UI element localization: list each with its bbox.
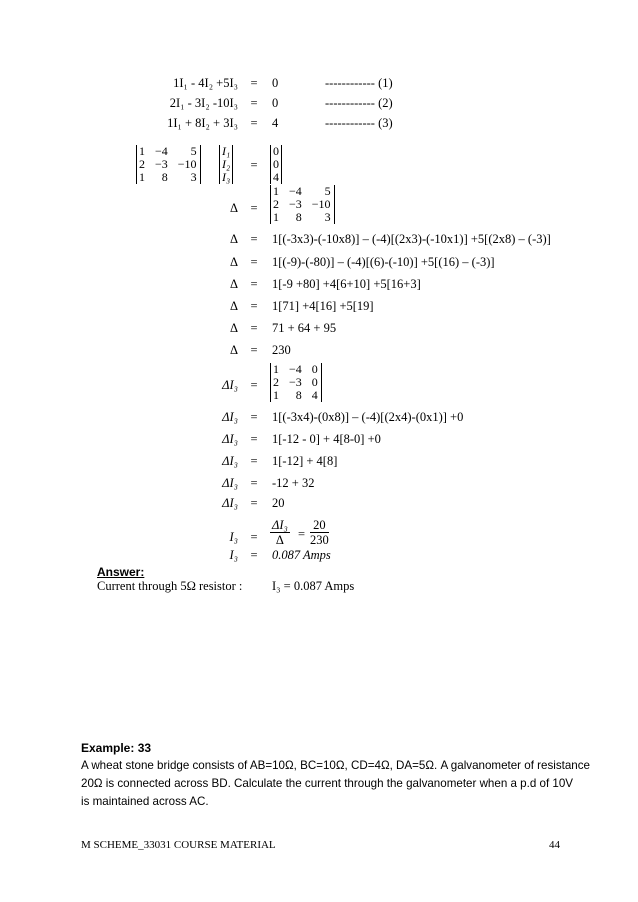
variable-cell: I₂ [222, 157, 231, 171]
matrix-cell: −4 [289, 362, 302, 376]
equals-sign: = [250, 454, 258, 468]
matrix-cell: 2 [273, 197, 279, 211]
equals-sign: = [250, 343, 258, 357]
equals-sign: = [250, 410, 258, 424]
matrix-cell: −3 [155, 157, 168, 171]
answer-result: I₃ = 0.087 Amps [272, 579, 355, 593]
delta-step-expr: 71 + 64 + 95 [272, 321, 337, 335]
delta-i3-matrix [270, 363, 322, 402]
matrix-cell: 5 [190, 144, 197, 158]
fraction-20-over-230: $\frac{20}{230}$ [310, 518, 329, 547]
delta-step-expr: 1[(-9)-(-80)] – (-4)[(6)-(-10)] +5[(16) – (-3)] [272, 255, 495, 269]
example-body-line: A wheat stone bridge consists of AB=10Ω, BC=10Ω, CD=4Ω, DA=5Ω. A galvanometer of resistance [81, 759, 590, 772]
delta-step-expr: 1[(-3x3)-(-10x8)] – (-4)[(2x3)-(-10x1)] +5[(2x8) – (-3)] [272, 232, 551, 246]
matrix-cell: 4 [273, 170, 279, 184]
equals-sign: = [250, 76, 258, 90]
matrix-cell: 3 [324, 210, 331, 224]
matrix-cell: −3 [289, 197, 302, 211]
delta-i3-label: ΔI₃ [222, 476, 238, 490]
delta-i3-step-expr: 1[-12 - 0] + 4[8-0] +0 [272, 432, 381, 446]
matrix-cell: −4 [289, 184, 302, 198]
delta-label: Δ [229, 299, 238, 313]
matrix-cell: −4 [155, 144, 168, 158]
matrix-cell: 2 [273, 375, 279, 389]
equals-sign: = [250, 432, 258, 446]
delta-i3-step-expr: -12 + 32 [272, 476, 315, 490]
delta-step-expr: 1[-9 +80] +4[6+10] +5[16+3] [272, 277, 421, 291]
equals-sign: = [250, 277, 258, 291]
matrix-cell: 8 [161, 170, 168, 184]
equals-sign: = [250, 116, 258, 130]
delta-matrix [270, 185, 335, 224]
matrix-cell: 0 [273, 144, 279, 158]
coefficient-matrix [136, 145, 201, 184]
equation-lhs: 1I₁ - 4I₂ +5I₃ [173, 76, 238, 90]
delta-i3-label: ΔI₃ [222, 432, 238, 446]
equals-sign: = [250, 158, 258, 172]
matrix-cell: 0 [311, 375, 318, 389]
variable-cell: I₁ [222, 144, 231, 158]
delta-label: Δ [229, 277, 238, 291]
matrix-cell: −10 [177, 157, 197, 171]
delta-label: Δ [229, 232, 238, 246]
equation-lhs: 1I₁ + 8I₂ + 3I₃ [167, 116, 238, 130]
variable-vector [219, 145, 233, 184]
matrix-cell: 0 [273, 157, 279, 171]
equals-sign: = [250, 548, 258, 562]
equals-sign: = [250, 299, 258, 313]
fraction-delta-i3-over-delta: $\frac{\text{ΔI₃}}{\Delta}$ [272, 518, 288, 547]
matrix-cell: 1 [273, 362, 279, 376]
equals-sign: = [250, 201, 258, 215]
example-body-line: 20Ω is connected across BD. Calculate the current through the galvanometer when a p.d of 10V [81, 777, 574, 790]
delta-step-expr: 230 [272, 343, 291, 357]
delta-label: Δ [229, 255, 238, 269]
matrix-cell: 5 [324, 184, 331, 198]
example-body-line: is maintained across AC. [81, 795, 209, 808]
matrix-cell: 0 [311, 362, 318, 376]
equals-sign: = [250, 496, 258, 510]
delta-i3-step-expr: 1[-12] + 4[8] [272, 454, 338, 468]
equals-sign: = [250, 321, 258, 335]
matrix-cell: 1 [273, 388, 279, 402]
equation-rhs: 4 [272, 116, 279, 130]
equation-ref: ------------ (2) [325, 96, 393, 110]
matrix-cell: 8 [295, 210, 302, 224]
equation-lhs: 2I₁ - 3I₂ -10I₃ [169, 96, 238, 110]
equation-rhs: 0 [272, 76, 279, 90]
delta-label: Δ [229, 321, 238, 335]
example-heading: Example: 33 [81, 741, 152, 755]
delta-label: Δ [229, 201, 238, 215]
page-number: 44 [549, 839, 560, 851]
matrix-cell: 1 [139, 144, 145, 158]
delta-i3-step-expr: 20 [272, 496, 285, 510]
delta-i3-label: ΔI₃ [222, 496, 238, 510]
matrix-cell: 1 [273, 210, 279, 224]
equals-sign: = [298, 527, 306, 541]
matrix-cell: 8 [295, 388, 302, 402]
delta-label: Δ [229, 343, 238, 357]
delta-i3-label: ΔI₃ [222, 410, 238, 424]
footer-course-label: M SCHEME_33031 COURSE MATERIAL [81, 839, 276, 851]
matrix-cell: 1 [139, 170, 145, 184]
equation-ref: ------------ (1) [325, 76, 393, 90]
equals-sign: = [250, 476, 258, 490]
equals-sign: = [250, 232, 258, 246]
i3-label: I₃ [229, 530, 238, 544]
matrix-cell: 4 [311, 388, 318, 402]
matrix-cell: −10 [311, 197, 331, 211]
delta-i3-label: ΔI₃ [222, 454, 238, 468]
matrix-cell: −3 [289, 375, 302, 389]
i3-value: 0.087 Amps [272, 548, 331, 562]
delta-step-expr: 1[71] +4[16] +5[19] [272, 299, 374, 313]
equals-sign: = [250, 255, 258, 269]
variable-cell: I₃ [222, 170, 231, 184]
equals-sign: = [250, 378, 258, 392]
i3-label: I₃ [229, 548, 238, 562]
matrix-cell: 2 [139, 157, 145, 171]
answer-text: Current through 5Ω resistor : [97, 579, 243, 593]
constant-vector [270, 145, 282, 184]
answer-heading: Answer: [97, 565, 145, 579]
equals-sign: = [250, 96, 258, 110]
matrix-cell: 1 [273, 184, 279, 198]
equation-ref: ------------ (3) [325, 116, 393, 130]
matrix-cell: 3 [190, 170, 197, 184]
delta-i3-label: ΔI₃ [222, 378, 238, 392]
equation-rhs: 0 [272, 96, 279, 110]
equals-sign: = [250, 530, 258, 544]
delta-i3-step-expr: 1[(-3x4)-(0x8)] – (-4)[(2x4)-(0x1)] +0 [272, 410, 464, 424]
